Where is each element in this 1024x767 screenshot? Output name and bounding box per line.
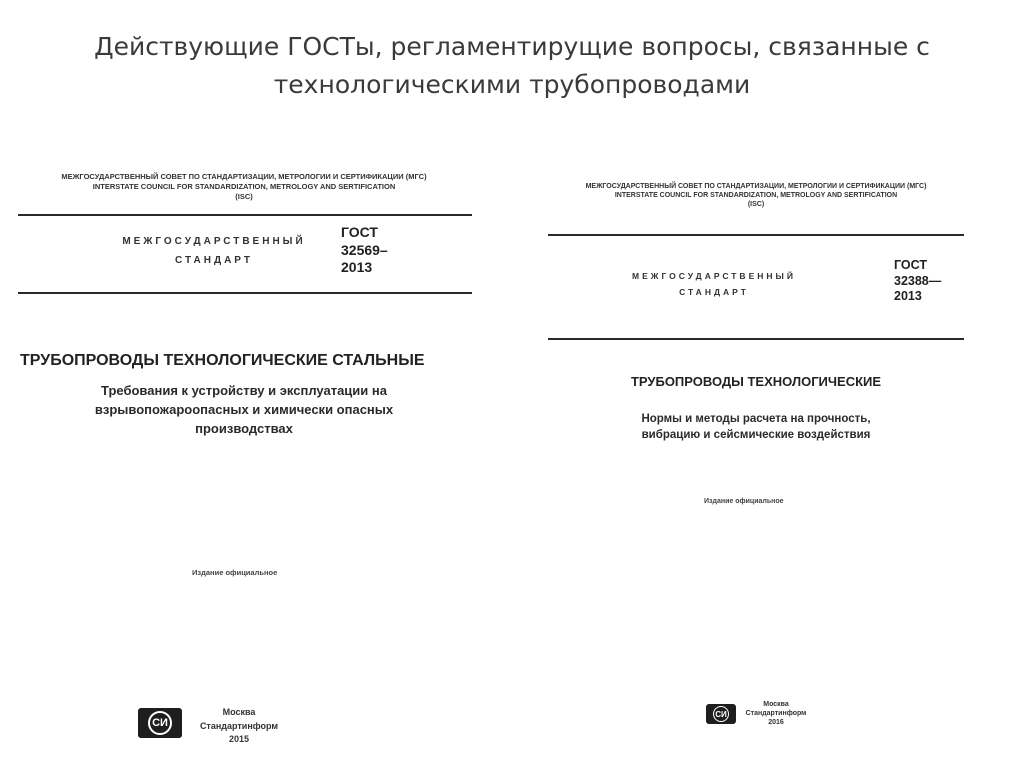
header-rule-top <box>548 234 964 236</box>
slide-title-line-2: технологическими трубопроводами <box>273 70 751 99</box>
council-abbr: (ISC) <box>235 191 253 201</box>
kind-line-2: СТАНДАРТ <box>175 255 253 266</box>
subtitle-line-2: вибрацию и сейсмические воздействия <box>641 428 871 441</box>
header-rule-bottom <box>18 292 472 294</box>
council-ru: МЕЖГОСУДАРСТВЕННЫЙ СОВЕТ ПО СТАНДАРТИЗАЦИИ, МЕТРОЛОГИИ И СЕРТИФИКАЦИИ (МГС) <box>585 183 927 190</box>
publisher-city: Москва <box>763 701 789 708</box>
header-rule-top <box>18 214 472 216</box>
publisher-name: Стандартинформ <box>199 720 279 731</box>
document-subtitle <box>14 382 474 439</box>
edition-note: Издание официальное <box>704 498 784 505</box>
standard-kind <box>614 268 814 300</box>
subtitle-line-1: Требования к устройству и эксплуатации на <box>101 383 387 398</box>
standartinform-logo-icon: СИ <box>138 708 182 738</box>
gost-designation <box>341 224 388 277</box>
publisher-year: 2015 <box>228 734 250 744</box>
kind-line-2: СТАНДАРТ <box>679 287 749 298</box>
subtitle-line-3: производствах <box>195 420 293 436</box>
document-subtitle <box>546 412 966 443</box>
gost-label: ГОСТ <box>341 224 378 240</box>
slide-title <box>40 28 984 104</box>
edition-note: Издание официальное <box>192 568 278 577</box>
document-title: ТРУБОПРОВОДЫ ТЕХНОЛОГИЧЕСКИЕ СТАЛЬНЫЕ <box>20 352 425 369</box>
council-en: INTERSTATE COUNCIL FOR STANDARDIZATION, METROLOGY AND SERTIFICATION <box>92 181 396 191</box>
council-ru: МЕЖГОСУДАРСТВЕННЫЙ СОВЕТ ПО СТАНДАРТИЗАЦИИ, МЕТРОЛОГИИ И СЕРТИФИКАЦИИ (МГС) <box>61 172 427 181</box>
header-rule-bottom <box>548 338 964 340</box>
gost-32388-cover <box>546 168 966 748</box>
slide-title-line-1: Действующие ГОСТы, регламентирущие вопросы, связанные с <box>94 32 930 61</box>
gost-label: ГОСТ <box>894 258 927 272</box>
council-header <box>14 172 474 201</box>
gost-number: 32388— <box>894 273 942 288</box>
document-title: ТРУБОПРОВОДЫ ТЕХНОЛОГИЧЕСКИЕ <box>630 374 882 389</box>
council-header <box>546 182 966 209</box>
kind-line-1: МЕЖГОСУДАРСТВЕННЫЙ <box>632 271 796 281</box>
publisher-year: 2016 <box>768 719 784 727</box>
publisher-block <box>734 700 818 727</box>
subtitle-line-2: взрывопожароопасных и химически опасных <box>94 401 394 417</box>
gost-year: 2013 <box>894 289 922 304</box>
gost-number: 32569– <box>341 241 388 258</box>
kind-line-1: МЕЖГОСУДАРСТВЕННЫЙ <box>122 236 306 247</box>
standartinform-logo-icon: СИ <box>706 704 736 724</box>
council-en: INTERSTATE COUNCIL FOR STANDARDIZATION, METROLOGY AND SERTIFICATION <box>614 192 898 200</box>
council-abbr: (ISC) <box>747 201 765 209</box>
gost-year: 2013 <box>341 259 373 275</box>
standard-kind <box>104 232 324 270</box>
gost-32569-cover <box>14 160 474 760</box>
publisher-city: Москва <box>222 707 256 717</box>
subtitle-line-1: Нормы и методы расчета на прочность, <box>641 413 871 425</box>
publisher-name: Стандартинформ <box>745 710 807 718</box>
publisher-block <box>184 706 294 747</box>
gost-designation <box>894 258 941 305</box>
